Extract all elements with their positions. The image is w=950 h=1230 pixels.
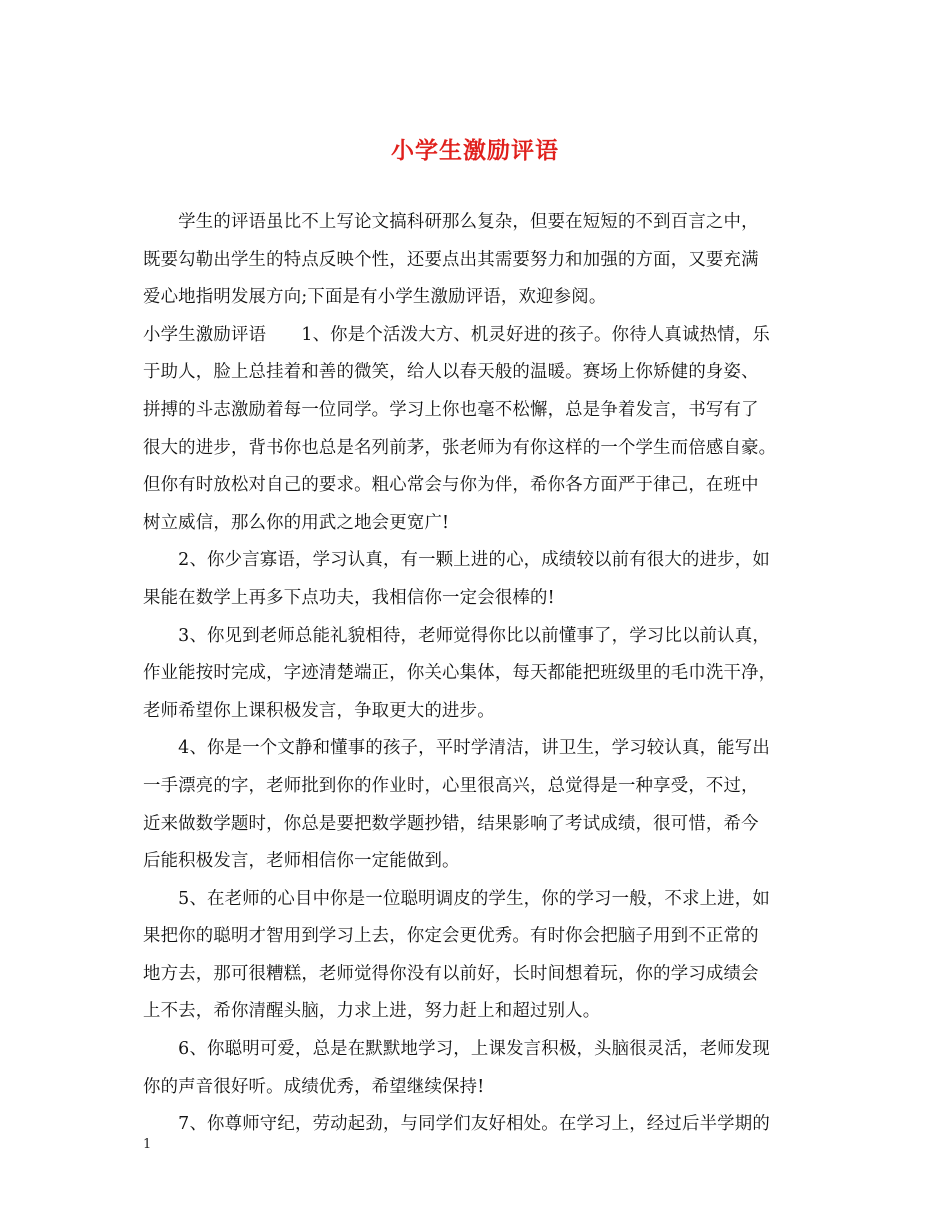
text-line: 树立威信，那么你的用武之地会更宽广! [143,512,450,533]
text-line: 学生的评语虽比不上写论文搞科研那么复杂，但要在短短的不到百言之中， [143,212,759,232]
text-line: 于助人，脸上总挂着和善的微笑，给人以春天般的温暖。赛场上你矫健的身姿、 [143,362,759,383]
page-number: 1 [143,1137,152,1152]
document-body [143,204,815,1144]
text-line: 一手漂亮的字，老师批到你的作业时，心里很高兴，总觉得是一种享受，不过， [143,775,759,796]
text-line: 4、你是一个文静和懂事的孩子，平时学清洁，讲卫生，学习较认真，能写出 [143,738,770,759]
text-line: 7、你尊师守纪，劳动起劲，与同学们友好相处。在学习上，经过后半学期的 [143,1114,770,1135]
text-line: 地方去，那可很糟糕，老师觉得你没有以前好，长时间想着玩，你的学习成绩会 [143,963,759,984]
text-line: 2、你少言寡语，学习认真，有一颗上进的心，成绩较以前有很大的进步，如 [143,550,770,571]
text-line: 近来做数学题时，你总是要把数学题抄错，结果影响了考试成绩，很可惜，希今 [143,813,759,834]
text-line: 很大的进步，背书你也总是名列前茅，张老师为有你这样的一个学生而倍感自豪。 [143,437,777,458]
text-line: 但你有时放松对自己的要求。粗心常会与你为伴，希你各方面严于律己，在班中 [143,475,759,496]
text-line: 爱心地指明发展方向;下面是有小学生激励评语，欢迎参阅。 [143,287,607,308]
text-line: 后能积极发言，老师相信你一定能做到。 [143,851,460,872]
text-line: 作业能按时完成，字迹清楚端正，你关心集体，每天都能把班级里的毛巾洗干净， [143,663,777,684]
text-line: 6、你聪明可爱，总是在默默地学习，上课发言积极，头脑很灵活，老师发现 [143,1039,770,1060]
text-line: 拼搏的斗志激励着每一位同学。学习上你也毫不松懈，总是争着发言，书写有了 [143,399,759,420]
text-line: 5、在老师的心目中你是一位聪明调皮的学生，你的学习一般，不求上进，如 [143,888,770,909]
text-line: 3、你见到老师总能礼貌相待，老师觉得你比以前懂事了，学习比以前认真， [143,625,770,646]
text-line: 果能在数学上再多下点功夫，我相信你一定会很棒的! [143,587,555,608]
text-line: 你的声音很好听。成绩优秀，希望继续保持! [143,1076,485,1097]
text-line: 老师希望你上课积极发言，争取更大的进步。 [143,700,495,721]
text-line: 既要勾勒出学生的特点反映个性，还要点出其需要努力和加强的方面，又要充满 [143,249,759,270]
document-title: 小学生激励评语 [391,137,559,164]
text-line: 果把你的聪明才智用到学习上去，你定会更优秀。有时你会把脑子用到不正常的 [143,926,759,947]
text-line: 小学生激励评语 1、你是个活泼大方、机灵好进的孩子。你待人真诚热情，乐 [143,324,770,345]
text-line: 上不去，希你清醒头脑，力求上进，努力赶上和超过别人。 [143,1001,601,1022]
